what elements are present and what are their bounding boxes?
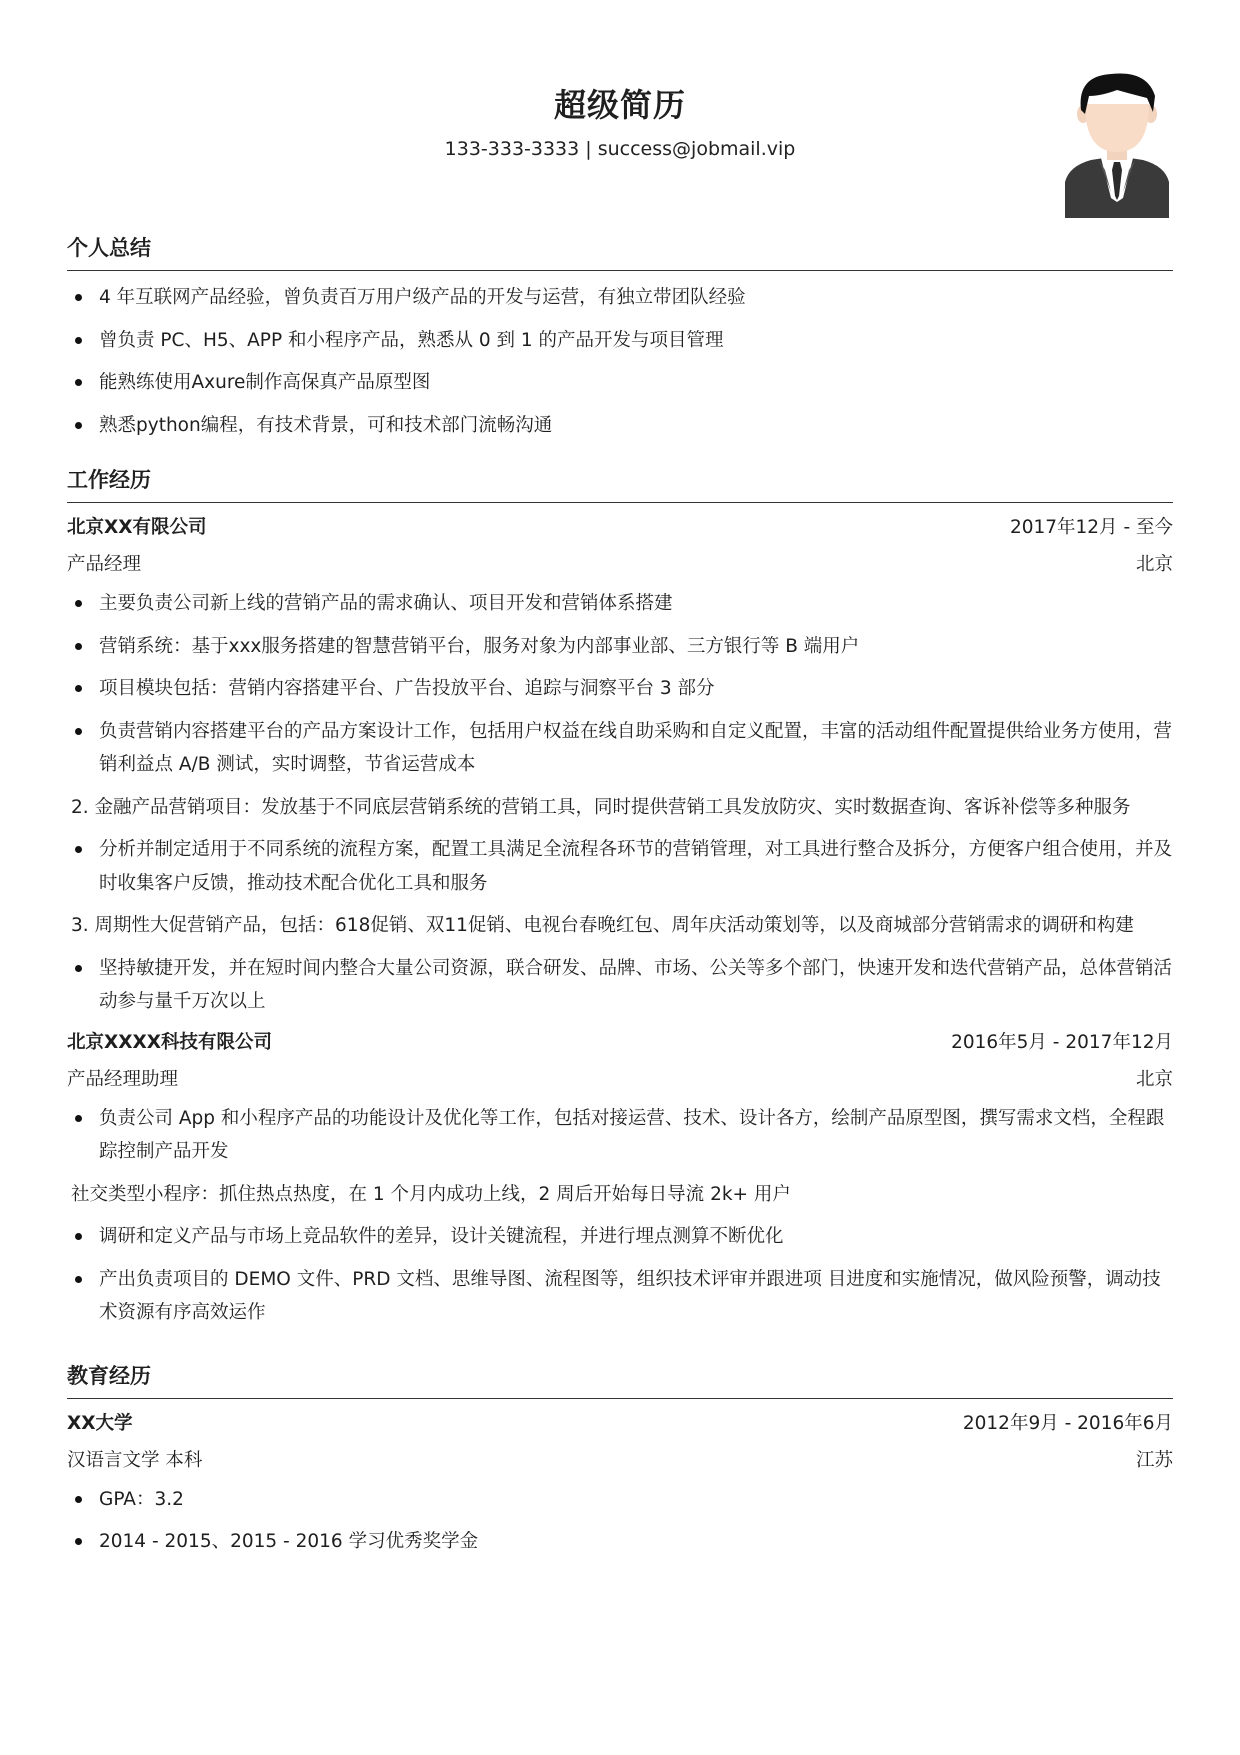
job-bullets: [67, 833, 1173, 900]
job-bullet: 主要负责公司新上线的营销产品的需求确认、项目开发和营销体系搭建: [67, 587, 1173, 621]
job-bullets: [67, 1220, 1173, 1330]
company-name: 北京XX有限公司: [67, 517, 207, 538]
job-role: 产品经理: [67, 554, 142, 575]
job-entry: [67, 513, 1173, 1019]
job-bullet: 营销系统：基于xxx服务搭建的智慧营销平台，服务对象为内部事业部、三方银行等 B 端用户: [67, 630, 1173, 664]
project-line: 社交类型小程序：抓住热点热度，在 1 个月内成功上线，2 周后开始每日导流 2k+ 用户: [71, 1183, 791, 1205]
project-line: 3. 周期性大促营销产品，包括：618促销、双11促销、电视台春晚红包、周年庆活动策划等，以及商城部分营销需求的调研和构建: [71, 915, 1134, 936]
project-line: 2. 金融产品营销项目：发放基于不同底层营销系统的营销工具，同时提供营销工具发放防灾、实时数据查询、客诉补偿等多种服务: [71, 796, 1131, 818]
summary-title: 个人总结: [67, 232, 1173, 271]
contact-info: 133-333-3333 | success@jobmail.vip: [444, 138, 796, 160]
work-title: 工作经历: [67, 464, 1173, 503]
job-bullets: [67, 952, 1173, 1019]
summary-item: 4 年互联网产品经验，曾负责百万用户级产品的开发与运营，有独立带团队经验: [67, 281, 1173, 315]
company-name: 北京XXXX科技有限公司: [67, 1031, 273, 1053]
job-bullet: 坚持敏捷开发，并在短时间内整合大量公司资源，联合研发、品牌、市场、公关等多个部门，快速开发和迭代营销产品，总体营销活动参与量千万次以上: [67, 952, 1173, 1019]
education-section: [67, 1360, 1173, 1559]
job-bullet: 负责营销内容搭建平台的产品方案设计工作，包括用户权益在线自助采购和自定义配置，丰富的活动组件配置提供给业务方使用，营销利益点 A/B 测试，实时调整，节省运营成本: [67, 715, 1173, 782]
job-period: 2017年12月 - 至今: [1009, 517, 1173, 538]
education-item: GPA：3.2: [67, 1483, 1173, 1517]
education-title: 教育经历: [67, 1360, 1173, 1399]
job-period: 2016年5月 - 2017年12月: [951, 1031, 1173, 1053]
summary-list: [67, 281, 1173, 442]
work-section: [67, 464, 1173, 1330]
job-bullet: 负责公司 App 和小程序产品的功能设计及优化等工作，包括对接运营、技术、设计各方，绘制产品原型图，撰写需求文档，全程跟踪控制产品开发: [67, 1102, 1173, 1169]
summary-section: [67, 232, 1173, 442]
resume-content: [67, 232, 1173, 1581]
job-bullet: 调研和定义产品与市场上竞品软件的差异，设计关键流程，并进行埋点测算不断优化: [67, 1220, 1173, 1254]
avatar-icon: [1061, 70, 1173, 218]
education-period: 2012年9月 - 2016年6月: [962, 1412, 1173, 1434]
job-location: 北京: [1135, 554, 1173, 575]
summary-item: 曾负责 PC、H5、APP 和小程序产品，熟悉从 0 到 1 的产品开发与项目管理: [67, 324, 1173, 358]
major: 汉语言文学 本科: [67, 1449, 203, 1471]
summary-item: 熟悉python编程，有技术背景，可和技术部门流畅沟通: [67, 409, 1173, 443]
job-entry: [67, 1028, 1173, 1330]
job-bullet: 产出负责项目的 DEMO 文件、PRD 文档、思维导图、流程图等，组织技术评审并跟进项 目进度和实施情况，做风险预警，调动技术资源有序高效运作: [67, 1263, 1173, 1330]
education-list: [67, 1483, 1173, 1559]
job-location: 北京: [1135, 1068, 1173, 1090]
candidate-name: 超级简历: [553, 86, 686, 124]
summary-item: 能熟练使用Axure制作高保真产品原型图: [67, 366, 1173, 400]
school-name: XX大学: [67, 1412, 133, 1434]
job-bullet: 项目模块包括：营销内容搭建平台、广告投放平台、追踪与洞察平台 3 部分: [67, 672, 1173, 706]
education-location: 江苏: [1135, 1449, 1173, 1471]
job-bullet: 分析并制定适用于不同系统的流程方案，配置工具满足全流程各环节的营销管理，对工具进行整合及拆分，方便客户组合使用，并及时收集客户反馈，推动技术配合优化工具和服务: [67, 833, 1173, 900]
job-role: 产品经理助理: [67, 1068, 179, 1090]
job-bullets: [67, 1102, 1173, 1169]
resume-header: [67, 70, 1173, 230]
education-item: 2014 - 2015、2015 - 2016 学习优秀奖学金: [67, 1525, 1173, 1559]
job-bullets: [67, 587, 1173, 782]
